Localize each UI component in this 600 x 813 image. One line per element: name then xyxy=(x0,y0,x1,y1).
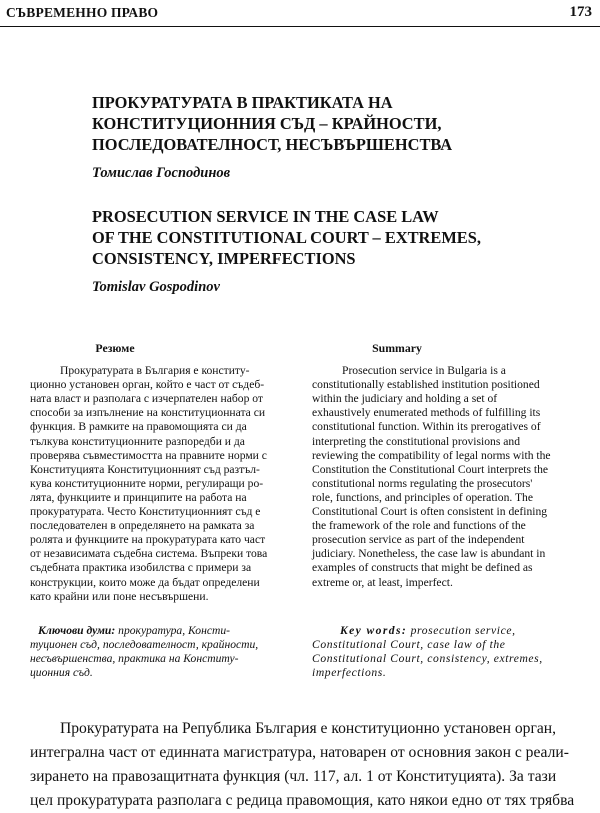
summary-paragraph xyxy=(312,364,574,378)
title-line: CONSISTENCY, IMPERFECTIONS xyxy=(92,249,356,268)
body-line: зирането на правозащитната функция (чл. 117, ал. 1 от Конституцията). За тази xyxy=(30,768,557,785)
journal-title: СЪВРЕМЕННО ПРАВО xyxy=(6,5,159,20)
text-line: role, functions, and principles of operation. The xyxy=(312,490,533,504)
resume-column xyxy=(30,341,292,680)
text-line: от независимата съдебна система. Въпреки това xyxy=(30,547,268,561)
text-line: ната власт и разполага с изчерпателен набор от xyxy=(30,392,263,406)
keywords-line: imperfections. xyxy=(312,665,387,679)
text-line: тълкува конституционните разпоредби и да xyxy=(30,434,245,448)
summary-keywords xyxy=(312,624,574,680)
text-line: прокуратурата. Често Конституционният съд е xyxy=(30,505,261,519)
text-line: съдебната практика изобилства с примери за xyxy=(30,561,252,575)
keywords-label: Ключови думи: xyxy=(38,623,116,637)
resume-heading: Резюме xyxy=(95,341,135,355)
keywords-line: Constitutional Court, consistency, extremes, xyxy=(312,651,543,665)
text-line: последователен в определянето на рамката за xyxy=(30,519,255,533)
title-line: ПРОКУРАТУРАТА В ПРАКТИКАТА НА xyxy=(92,93,393,112)
running-header xyxy=(0,0,600,27)
text-line: Constitutional Court is often consistent in defining xyxy=(312,505,548,519)
title-line: ПОСЛЕДОВАТЕЛНОСТ, НЕСЪВЪРШЕНСТВА xyxy=(92,135,453,154)
text-line: extreme or, at least, imperfect. xyxy=(312,575,453,589)
resume-paragraph xyxy=(30,364,292,378)
text-line: examples of constructs that might be defined as xyxy=(312,561,533,575)
page-number: 173 xyxy=(569,4,592,20)
keywords-line: Constitutional Court, case law of the xyxy=(312,637,506,651)
keywords-text: prosecution service, xyxy=(410,623,516,637)
article-body xyxy=(30,717,578,813)
text-line: Constitution the Constitutional Court interprets the xyxy=(312,462,549,476)
keywords-line: ционния съд. xyxy=(30,665,93,679)
en-author: Tomislav Gospodinov xyxy=(92,279,220,295)
body-line: интегрална част от единната магистратура, натоварен от основния закон с реали- xyxy=(30,744,569,761)
text-line: reviewing the compatibility of legal norms with the xyxy=(312,448,551,462)
text-line: като крайни или поне несъвършени. xyxy=(30,589,209,603)
text-line: constitutionally established institution positioned xyxy=(312,378,540,392)
en-article-title xyxy=(92,206,562,269)
title-line: OF THE CONSTITUTIONAL COURT – EXTREMES, xyxy=(92,228,481,247)
body-line: цел прокуратурата разполага с редица правомощия, като някои едно от тях трябва xyxy=(30,792,575,809)
text-line: constitutional function. Within its prerogatives of xyxy=(312,420,541,434)
text-line: лята, функциите и принципите на работа на xyxy=(30,490,247,504)
bg-author: Томислав Господинов xyxy=(92,165,231,181)
title-line: КОНСТИТУЦИОННИЯ СЪД – КРАЙНОСТИ, xyxy=(92,114,442,133)
text-line: constitutional norms regulating the prosecutors' xyxy=(312,476,533,490)
bg-title-block xyxy=(92,92,562,182)
text-line: конструкции, които може да бъдат определени xyxy=(30,575,260,589)
summary-text xyxy=(312,364,574,590)
summary-column xyxy=(312,341,574,680)
summary-heading: Summary xyxy=(372,341,422,355)
title-line: PROSECUTION SERVICE IN THE CASE LAW xyxy=(92,207,439,226)
en-title-block xyxy=(92,206,562,296)
text-line: проверява съвместимостта на правните норми с xyxy=(30,448,267,462)
keywords-line xyxy=(30,624,292,638)
resume-text xyxy=(30,364,292,604)
text-line: the framework of the role and functions of the xyxy=(312,519,526,533)
text-line: Конституцията Конституционният съд разтъл- xyxy=(30,462,260,476)
keywords-text: прокуратура, Консти- xyxy=(118,623,231,637)
keywords-label: Key words: xyxy=(340,623,408,637)
text-line: Prosecution service in Bulgaria is a xyxy=(342,364,506,378)
text-line: within the judiciary and holding a set of xyxy=(312,392,498,406)
keywords-line: туционен съд, последователност, крайности, xyxy=(30,637,259,651)
bg-article-title xyxy=(92,92,562,155)
body-line: Прокуратурата на Република България е конституционно установен орган, xyxy=(60,720,556,737)
keywords-line: несъвършенства, практика на Конститу- xyxy=(30,651,239,665)
text-line: функция. В рамките на правомощията си да xyxy=(30,420,247,434)
text-line: exhaustively enumerated methods of fulfilling its xyxy=(312,406,541,420)
text-line: Прокуратурата в България е конститу- xyxy=(60,364,250,378)
text-line: judiciary. Nonetheless, the case law is abundant in xyxy=(312,547,546,561)
text-line: ролята и функциите на прокуратурата като част xyxy=(30,533,266,547)
text-line: prosecution service as part of the independent xyxy=(312,533,525,547)
text-line: interpreting the constitutional provisions and xyxy=(312,434,521,448)
text-line: кува конституционните норми, регулиращи ро- xyxy=(30,476,264,490)
text-line: способи за изпълнение на конституционната си xyxy=(30,406,266,420)
text-line: ционно установен орган, който е част от съдеб- xyxy=(30,378,265,392)
resume-keywords xyxy=(30,624,292,680)
keywords-line xyxy=(312,624,574,638)
